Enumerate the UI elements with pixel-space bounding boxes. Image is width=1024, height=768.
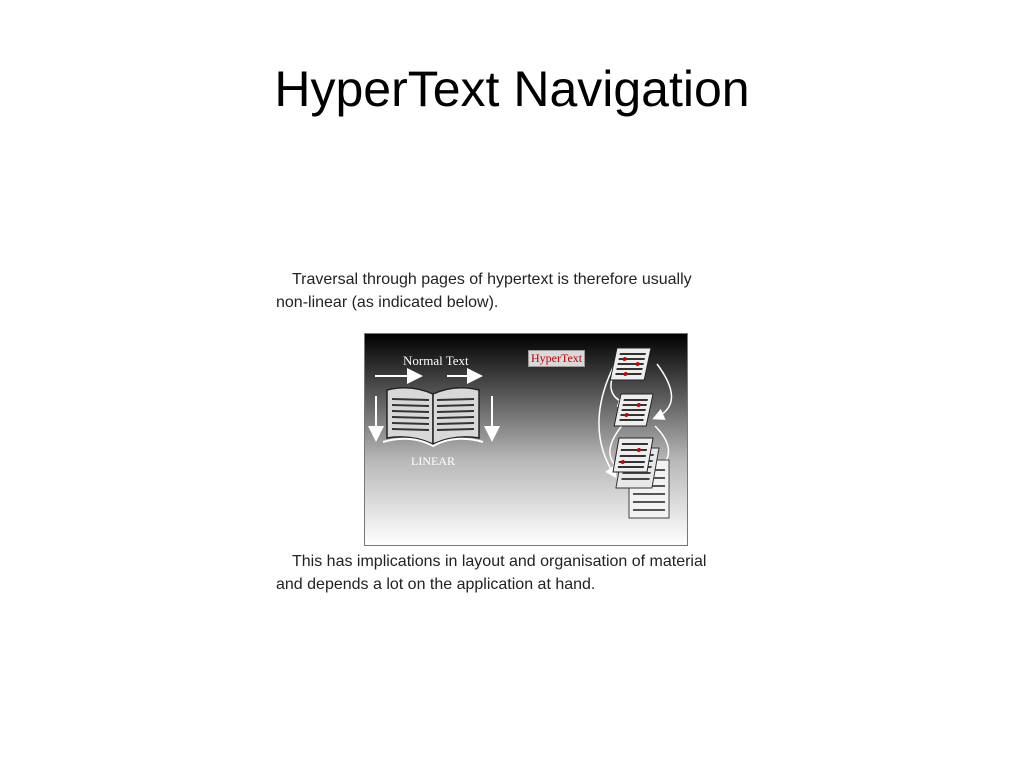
linear-vs-hypertext-figure (364, 333, 688, 546)
slide-title: HyperText Navigation (274, 61, 750, 117)
intro-line-1: Traversal through pages of hypertext is therefore usually (292, 271, 692, 288)
hypertext-label: HyperText (528, 350, 585, 367)
conclusion-paragraph (276, 550, 776, 596)
intro-paragraph (276, 268, 776, 314)
hypertext-page-top (610, 348, 651, 380)
hypertext-page-middle (614, 394, 653, 426)
hypertext-page-stack (613, 438, 669, 518)
intro-line-2: non-linear (as indicated below). (276, 294, 499, 311)
open-book-icon (383, 388, 483, 446)
conclusion-line-2: and depends a lot on the application at hand. (276, 576, 596, 593)
conclusion-line-1: This has implications in layout and organisation of material (292, 553, 707, 570)
normal-text-label: Normal Text (403, 353, 469, 368)
linear-label: LINEAR (411, 454, 455, 468)
